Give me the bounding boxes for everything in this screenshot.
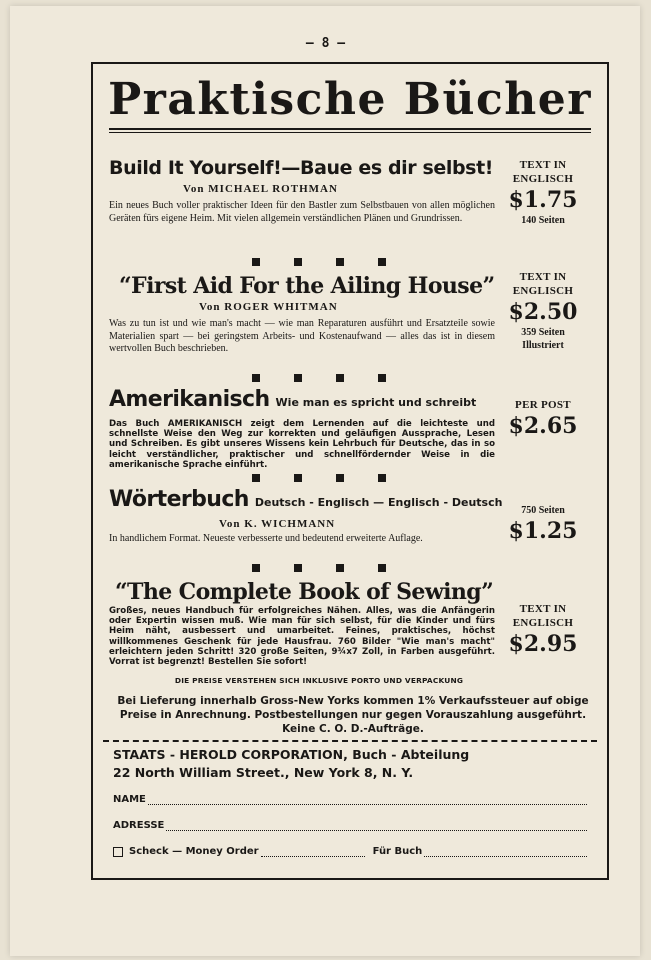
book-author: Von ROGER WHITMAN xyxy=(199,301,338,313)
book-price-box xyxy=(495,270,591,352)
tax-note: Bei Lieferung innerhalb Gross-New Yorks kommen 1% Verkaufssteuer auf obige Preise in Anrechnung. Postbestellungen nur gegen Vorauszahlung ausgeführt. Keine C. O. D.-Aufträge. xyxy=(117,695,589,735)
payment-row xyxy=(113,846,587,857)
book-subtitle: Deutsch - Englisch — Englisch - Deutsch xyxy=(254,496,503,509)
section-divider xyxy=(109,258,529,266)
page-count: 140 Seiten xyxy=(521,215,565,226)
cut-line xyxy=(103,740,597,742)
company-name: STAATS - HEROLD CORPORATION, Buch - Abteilung xyxy=(113,747,470,762)
book-price: $2.65 xyxy=(508,413,578,439)
section-divider xyxy=(109,564,529,572)
page-count: 359 Seiten Illustriert xyxy=(521,327,565,351)
book-title: Build It Yourself!—Baue es dir selbst! xyxy=(109,157,494,179)
book-price: $2.50 xyxy=(508,299,578,325)
name-field[interactable] xyxy=(148,795,587,805)
price-note: PER POST xyxy=(515,399,571,411)
payment-checkbox[interactable] xyxy=(113,847,123,857)
book-title-main: Wörterbuch xyxy=(109,487,249,512)
page-title: Praktische Bücher xyxy=(108,74,592,125)
address-field-row xyxy=(113,820,587,831)
company-address: 22 North William Street., New York 8, N. Y. xyxy=(113,765,414,780)
book-amerikanisch xyxy=(109,388,591,468)
book-price-box xyxy=(495,602,591,658)
book-price-box xyxy=(495,158,591,227)
section-divider xyxy=(109,474,529,482)
book-price: $2.95 xyxy=(508,631,578,657)
book-title: “First Aid For the Ailing House” xyxy=(119,273,495,299)
name-label: NAME xyxy=(113,794,146,805)
book-build-it-yourself xyxy=(109,156,591,246)
payment-field[interactable] xyxy=(261,847,365,857)
book-price-box xyxy=(495,398,591,440)
book-description: In handlichem Format. Neueste verbesserte und bedeutend erweiterte Auflage. xyxy=(109,533,423,544)
price-note: TEXT IN ENGLISCH xyxy=(512,159,574,185)
book-title: “The Complete Book of Sewing” xyxy=(115,579,494,605)
book-description: Großes, neues Handbuch für erfolgreiches Nähen. Alles, was die Anfängerin oder Expertin wissen muß. Wie man für sich selbst, für die Kinder und fürs Heim näht, ausbessert und umarbeitet. Feines, praktisches, höchst willkommenes Geschenk für jede Hausfrau. 760 Bilder "Wie man's macht" erleichtern jeden Schritt! 320 große Seiten, 9¾x7 Zoll, in Farben ausgeführt. Vorrat ist begrenzt! Bestellen Sie sofort! xyxy=(109,606,495,668)
section-divider xyxy=(109,374,529,382)
book-title-main: Amerikanisch xyxy=(109,387,270,412)
book-price-box xyxy=(495,504,591,545)
book-price: $1.25 xyxy=(508,518,578,544)
price-note: 750 Seiten xyxy=(521,505,565,516)
book-first-aid xyxy=(109,271,591,370)
price-note: TEXT IN ENGLISCH xyxy=(512,271,574,297)
name-field-row xyxy=(113,794,587,805)
book-subtitle: Wie man es spricht und schreibt xyxy=(275,396,477,409)
title-rule xyxy=(109,128,591,133)
payment-label: Scheck — Money Order xyxy=(129,846,259,857)
order-address xyxy=(113,746,591,782)
book-complete-sewing xyxy=(109,580,591,676)
price-note: TEXT IN ENGLISCH xyxy=(512,603,574,629)
page-number: — 8 — xyxy=(305,36,346,51)
advertisement-frame xyxy=(91,62,609,880)
for-book-field[interactable] xyxy=(424,847,587,857)
book-description: Das Buch AMERIKANISCH zeigt dem Lernenden auf die leichteste und schnellste Weise den Weg zur korrekten und geläufigen Aussprache, Lesen und Schreiben. Es gibt unseres Wissens kein Lehrbuch für Deutsche, das in so leicht verständlicher, praktischer und schnellfördernder Weise in die amerikanische Sprache einführt. xyxy=(109,419,495,470)
book-description: Was zu tun ist und wie man's macht — wie man Reparaturen ausführt und Ersatzteile sowie Materialien spart — bei geringstem Arbeits- und Kostenaufwand — alles das ist in diesem wertvollen Buch beschrieben. xyxy=(109,318,495,354)
book-description: Ein neues Buch voller praktischer Ideen für den Bastler zum Selbstbauen von allen möglichen Geräten fürs eigene Heim. Mit vielen allgemein verständlichen Plänen und Grundrissen. xyxy=(109,200,495,224)
for-book-label: Für Buch xyxy=(372,846,423,857)
book-woerterbuch xyxy=(109,488,591,568)
book-price: $1.75 xyxy=(508,187,578,213)
address-label: ADRESSE xyxy=(113,820,165,831)
address-field[interactable] xyxy=(166,821,587,831)
book-author: Von K. WICHMANN xyxy=(219,518,336,530)
book-author: Von MICHAEL ROTHMAN xyxy=(183,183,338,195)
prices-note: DIE PREISE VERSTEHEN SICH INKLUSIVE PORTO UND VERPACKUNG xyxy=(174,676,464,685)
